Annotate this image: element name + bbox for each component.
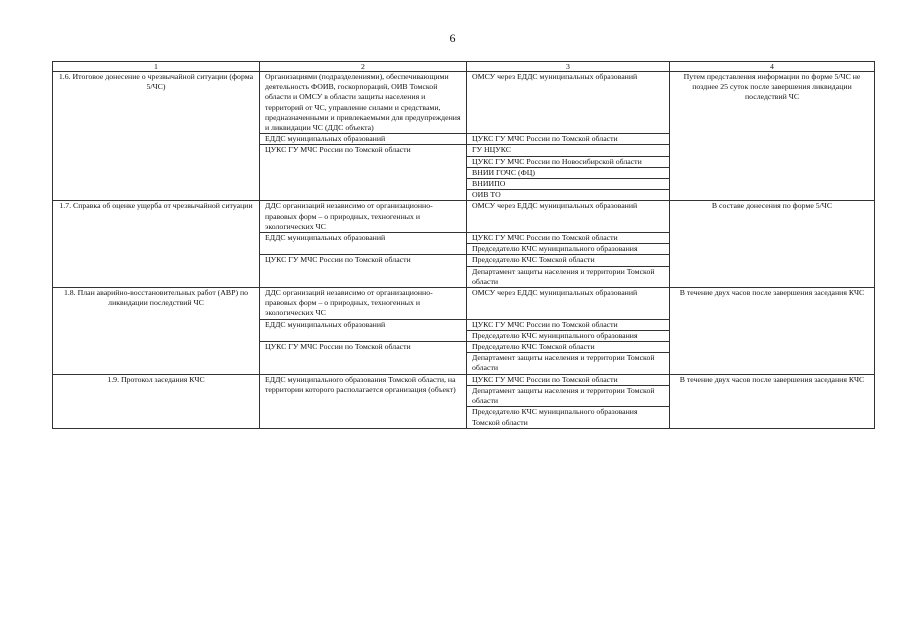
recipient-item: ОИВ ТО [467,189,669,200]
recipient-item: ОМСУ через ЕДДС муниципальных образований [472,201,638,211]
recipients-cell [467,72,670,134]
recipients-cell [467,255,670,288]
header-col-2: 2 [260,62,467,72]
document-type-cell: 1.7. Справка об оценке ущерба от чрезвычайной ситуации [53,201,260,288]
recipient-item: ВНИИПО [467,178,669,189]
document-type-cell: 1.6. Итоговое донесение о чрезвычайной ситуации (форма 5/ЧС) [53,72,260,201]
recipients-cell [467,374,670,428]
recipients-cell [467,319,670,341]
recipient-item: Председателю КЧС муниципального образования Томской области [467,406,669,427]
sender-cell: ДДС организаций независимо от организационно-правовых форм – о природных, техногенных и экологических ЧС [260,201,467,233]
sender-cell: Организациями (подразделениями), обеспечивающими деятельность ФОИВ, госкорпораций, ОИВ Томской области и ОМСУ в области защиты населения и территорий от ЧС, управление силами и средствами, предназначенными и привлекаемыми для предупреждения и ликвидации ЧС (ДДС объекта) [260,72,467,134]
sender-cell: ЦУКС ГУ МЧС России по Томской области [260,255,467,288]
header-col-3: 3 [467,62,670,72]
recipient-item: ОМСУ через ЕДДС муниципальных образований [472,288,638,298]
sender-cell: ДДС организаций независимо от организационно-правовых форм – о природных, техногенных и экологических ЧС [260,288,467,320]
sender-cell: ЦУКС ГУ МЧС России по Томской области [260,145,467,201]
recipients-cell [467,145,670,201]
sender-cell: ЕДДС муниципальных образований [260,319,467,341]
recipient-item: ГУ НЦУКС [472,145,511,155]
deadline-cell: В течение двух часов после завершения заседания КЧС [670,288,875,375]
recipients-cell [467,288,670,320]
recipient-item: Департамент защиты населения и территории Томской области [467,266,669,287]
recipient-item: ЦУКС ГУ МЧС России по Томской области [472,319,618,329]
page-number: 6 [449,31,456,45]
sender-cell: ЕДДС муниципальных образований [260,134,467,145]
header-col-4: 4 [670,62,875,72]
sender-cell: ЕДДС муниципального образования Томской области, на территории которого располагается организация (объект) [260,374,467,428]
routing-table [52,61,875,429]
header-row [53,62,875,72]
recipient-item: Председателю КЧС Томской области [472,255,595,265]
recipient-item: Департамент защиты населения и территории Томской области [467,352,669,373]
recipients-cell [467,342,670,375]
recipient-item: ЦУКС ГУ МЧС России по Томской области [472,374,618,384]
recipient-item: ВНИИ ГОЧС (ФЦ) [467,167,669,178]
recipients-cell [467,201,670,233]
recipients-cell [467,134,670,145]
recipient-item: ЦУКС ГУ МЧС России по Томской области [472,134,618,144]
recipient-item: ЦУКС ГУ МЧС России по Новосибирской области [467,156,669,167]
sender-cell: ЕДДС муниципальных образований [260,233,467,255]
deadline-cell: В составе донесения по форме 5/ЧС [670,201,875,288]
recipient-item: Департамент защиты населения и территории Томской области [467,385,669,406]
document-type-cell: 1.9. Протокол заседания КЧС [53,374,260,428]
recipients-cell [467,233,670,255]
table-row [53,72,875,134]
deadline-cell: В течение двух часов после завершения заседания КЧС [670,374,875,428]
deadline-cell: Путем представления информации по форме 5/ЧС не позднее 25 суток после завершения ликвидации последствий ЧС [670,72,875,201]
recipient-item: ОМСУ через ЕДДС муниципальных образований [472,72,638,81]
recipient-item: Председателю КЧС муниципального образования [467,243,669,254]
table-row [53,201,875,233]
table-row [53,288,875,320]
recipient-item: Председателю КЧС Томской области [472,342,595,352]
sender-cell: ЦУКС ГУ МЧС России по Томской области [260,342,467,375]
recipient-item: Председателю КЧС муниципального образования [467,330,669,341]
document-type-cell: 1.8. План аварийно-восстановительных работ (АВР) по ликвидации последствий ЧС [53,288,260,375]
recipient-item: ЦУКС ГУ МЧС России по Томской области [472,233,618,243]
table-row [53,374,875,428]
table-body [53,72,875,429]
header-col-1: 1 [53,62,260,72]
